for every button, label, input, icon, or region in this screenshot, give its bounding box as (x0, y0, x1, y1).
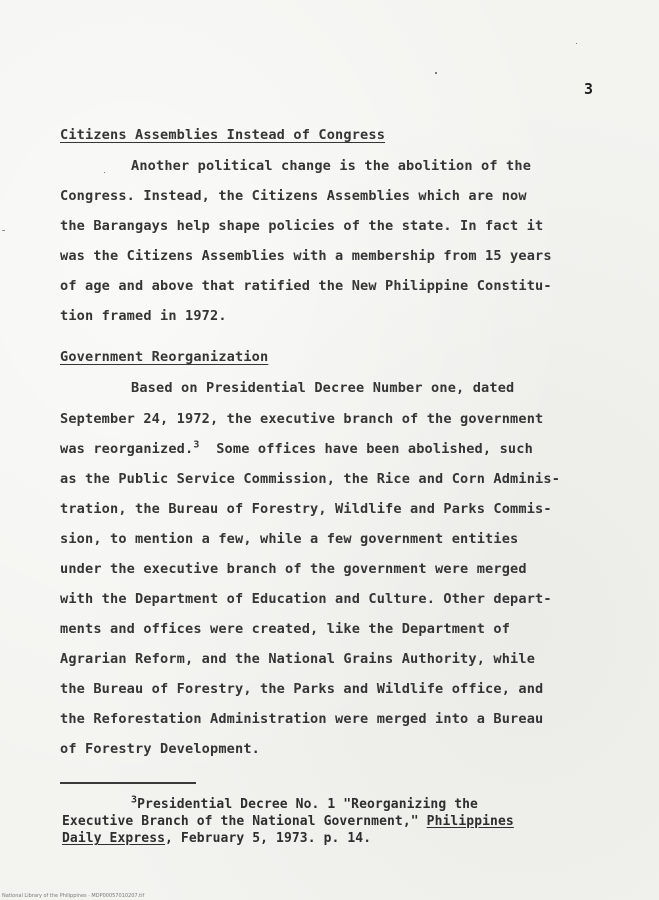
paragraph-line: sion, to mention a few, while a few government entities (60, 531, 519, 547)
paragraph-line: with the Department of Education and Culture. Other depart- (60, 591, 552, 607)
footnote-reference: 3 (193, 439, 200, 451)
paragraph-text: was reorganized. (60, 441, 194, 457)
footnote-publication-title: Daily Express (62, 831, 166, 846)
paragraph-line: tion framed in 1972. (60, 308, 227, 324)
section-heading-government-reorganization: Government Reorganization (60, 349, 269, 365)
page-number: 3 (584, 80, 594, 98)
footnote-line (62, 814, 514, 829)
footnote-marker: 3 (131, 794, 138, 806)
paragraph-line: the Barangays help shape policies of the state. In fact it (60, 218, 544, 234)
paragraph-line: ments and offices were created, like the Department of (60, 621, 511, 637)
paragraph-line: Another political change is the abolition of the (131, 158, 532, 174)
archive-footer: National Library of the Philippines · MDP00057010207.tif (2, 893, 145, 899)
paragraph-line: Agrarian Reform, and the National Grains Authority, while (60, 651, 536, 667)
paragraph-line: the Reforestation Administration were merged into a Bureau (60, 711, 544, 727)
paragraph-line-with-footnote (60, 441, 533, 457)
paragraph-text: Some offices have been abolished, such (216, 441, 533, 457)
scan-speck (2, 230, 5, 231)
paragraph-line: the Bureau of Forestry, the Parks and Wildlife office, and (60, 681, 544, 697)
paragraph-line: of Forestry Development. (60, 741, 261, 757)
scan-speck (576, 43, 577, 44)
paragraph-line: tration, the Bureau of Forestry, Wildlife and Parks Commis- (60, 501, 552, 517)
paragraph-line: September 24, 1972, the executive branch of the government (60, 411, 544, 427)
paragraph-line: as the Public Service Commission, the Rice and Corn Adminis- (60, 471, 561, 487)
paragraph-line: of age and above that ratified the New Philippine Constitu- (60, 278, 552, 294)
paragraph-line: under the executive branch of the government were merged (60, 561, 527, 577)
footnote-publication-title: Philippines (426, 814, 514, 829)
footnote-text: Presidential Decree No. 1 "Reorganizing the (137, 797, 478, 812)
footnote-divider (60, 782, 196, 784)
footnote-text: , February 5, 1973. p. 14. (165, 831, 372, 846)
paragraph-line: Congress. Instead, the Citizens Assemblies which are now (60, 188, 527, 204)
scan-speck (104, 172, 105, 173)
paragraph-line: was the Citizens Assemblies with a membership from 15 years (60, 248, 552, 264)
scan-speck (435, 72, 437, 74)
footnote-text: Executive Branch of the National Government," (62, 814, 427, 829)
footnote-line (131, 794, 478, 812)
section-heading-citizens-assemblies: Citizens Assemblies Instead of Congress (60, 127, 386, 143)
paragraph-line: Based on Presidential Decree Number one, dated (131, 380, 515, 396)
footnote-line (62, 831, 371, 846)
